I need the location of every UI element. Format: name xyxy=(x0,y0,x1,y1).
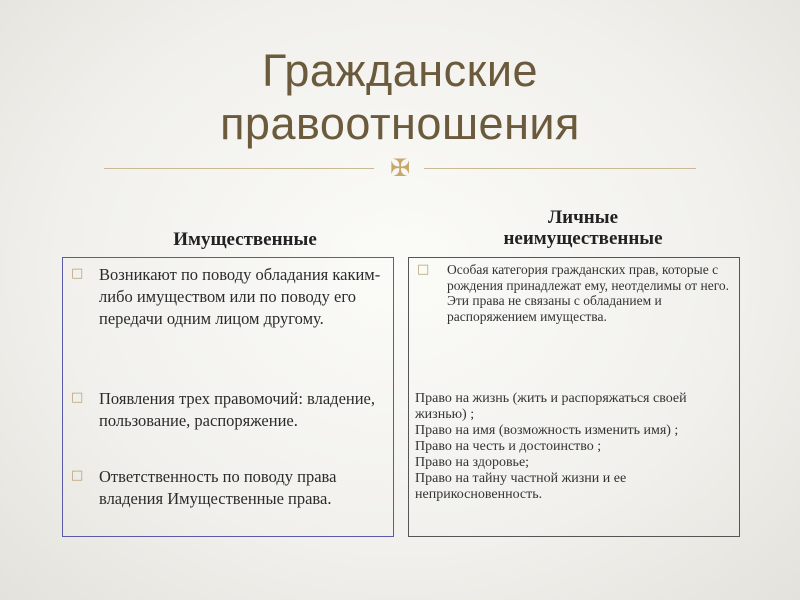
right-column-heading xyxy=(418,207,748,249)
list-item: Право на имя (возможность изменить имя) ; xyxy=(415,423,679,438)
divider-left xyxy=(104,168,374,169)
title-line-2: правоотношения xyxy=(220,98,580,149)
list-item: Право на здоровье; xyxy=(415,455,530,470)
list-item: Право на честь и достоинство ; xyxy=(415,439,602,454)
bullet-square-icon: □ xyxy=(71,468,84,483)
bullet-square-icon: □ xyxy=(71,390,84,405)
right-heading-line-1: Личные xyxy=(547,207,619,228)
list-item: Право на жизнь (жить и распоряжаться своей жизнью) ; xyxy=(415,391,687,422)
right-heading-line-2: неимущественные xyxy=(503,228,663,249)
list-item: Появления трех правомочий: владение, пользование, распоряжение. xyxy=(99,389,375,430)
list-item: Возникают по поводу обладания каким-либо имуществом или по поводу его передачи одним лицом другому. xyxy=(99,265,381,328)
personal-rights-box xyxy=(408,257,740,537)
bullet-square-icon: □ xyxy=(71,266,84,281)
title-line-1: Гражданские xyxy=(262,45,538,96)
list-item: Право на тайну частной жизни и ее неприкосновенность. xyxy=(415,471,627,502)
slide-title xyxy=(0,44,800,150)
property-relations-box xyxy=(62,257,394,537)
cross-ornament-icon: ✠ xyxy=(389,154,411,182)
list-item: Ответственность по поводу права владения Имущественные права. xyxy=(99,467,337,508)
intro-text: Особая категория гражданских прав, которые с рождения принадлежат ему, неотделимы от него. Эти права не связаны с обладанием и распоряжением имущества. xyxy=(447,262,730,324)
left-heading-text: Имущественные xyxy=(173,229,317,250)
rights-list xyxy=(415,391,735,503)
divider-right xyxy=(424,168,696,169)
bullet-square-icon: □ xyxy=(417,262,430,277)
left-column-heading xyxy=(60,229,430,250)
